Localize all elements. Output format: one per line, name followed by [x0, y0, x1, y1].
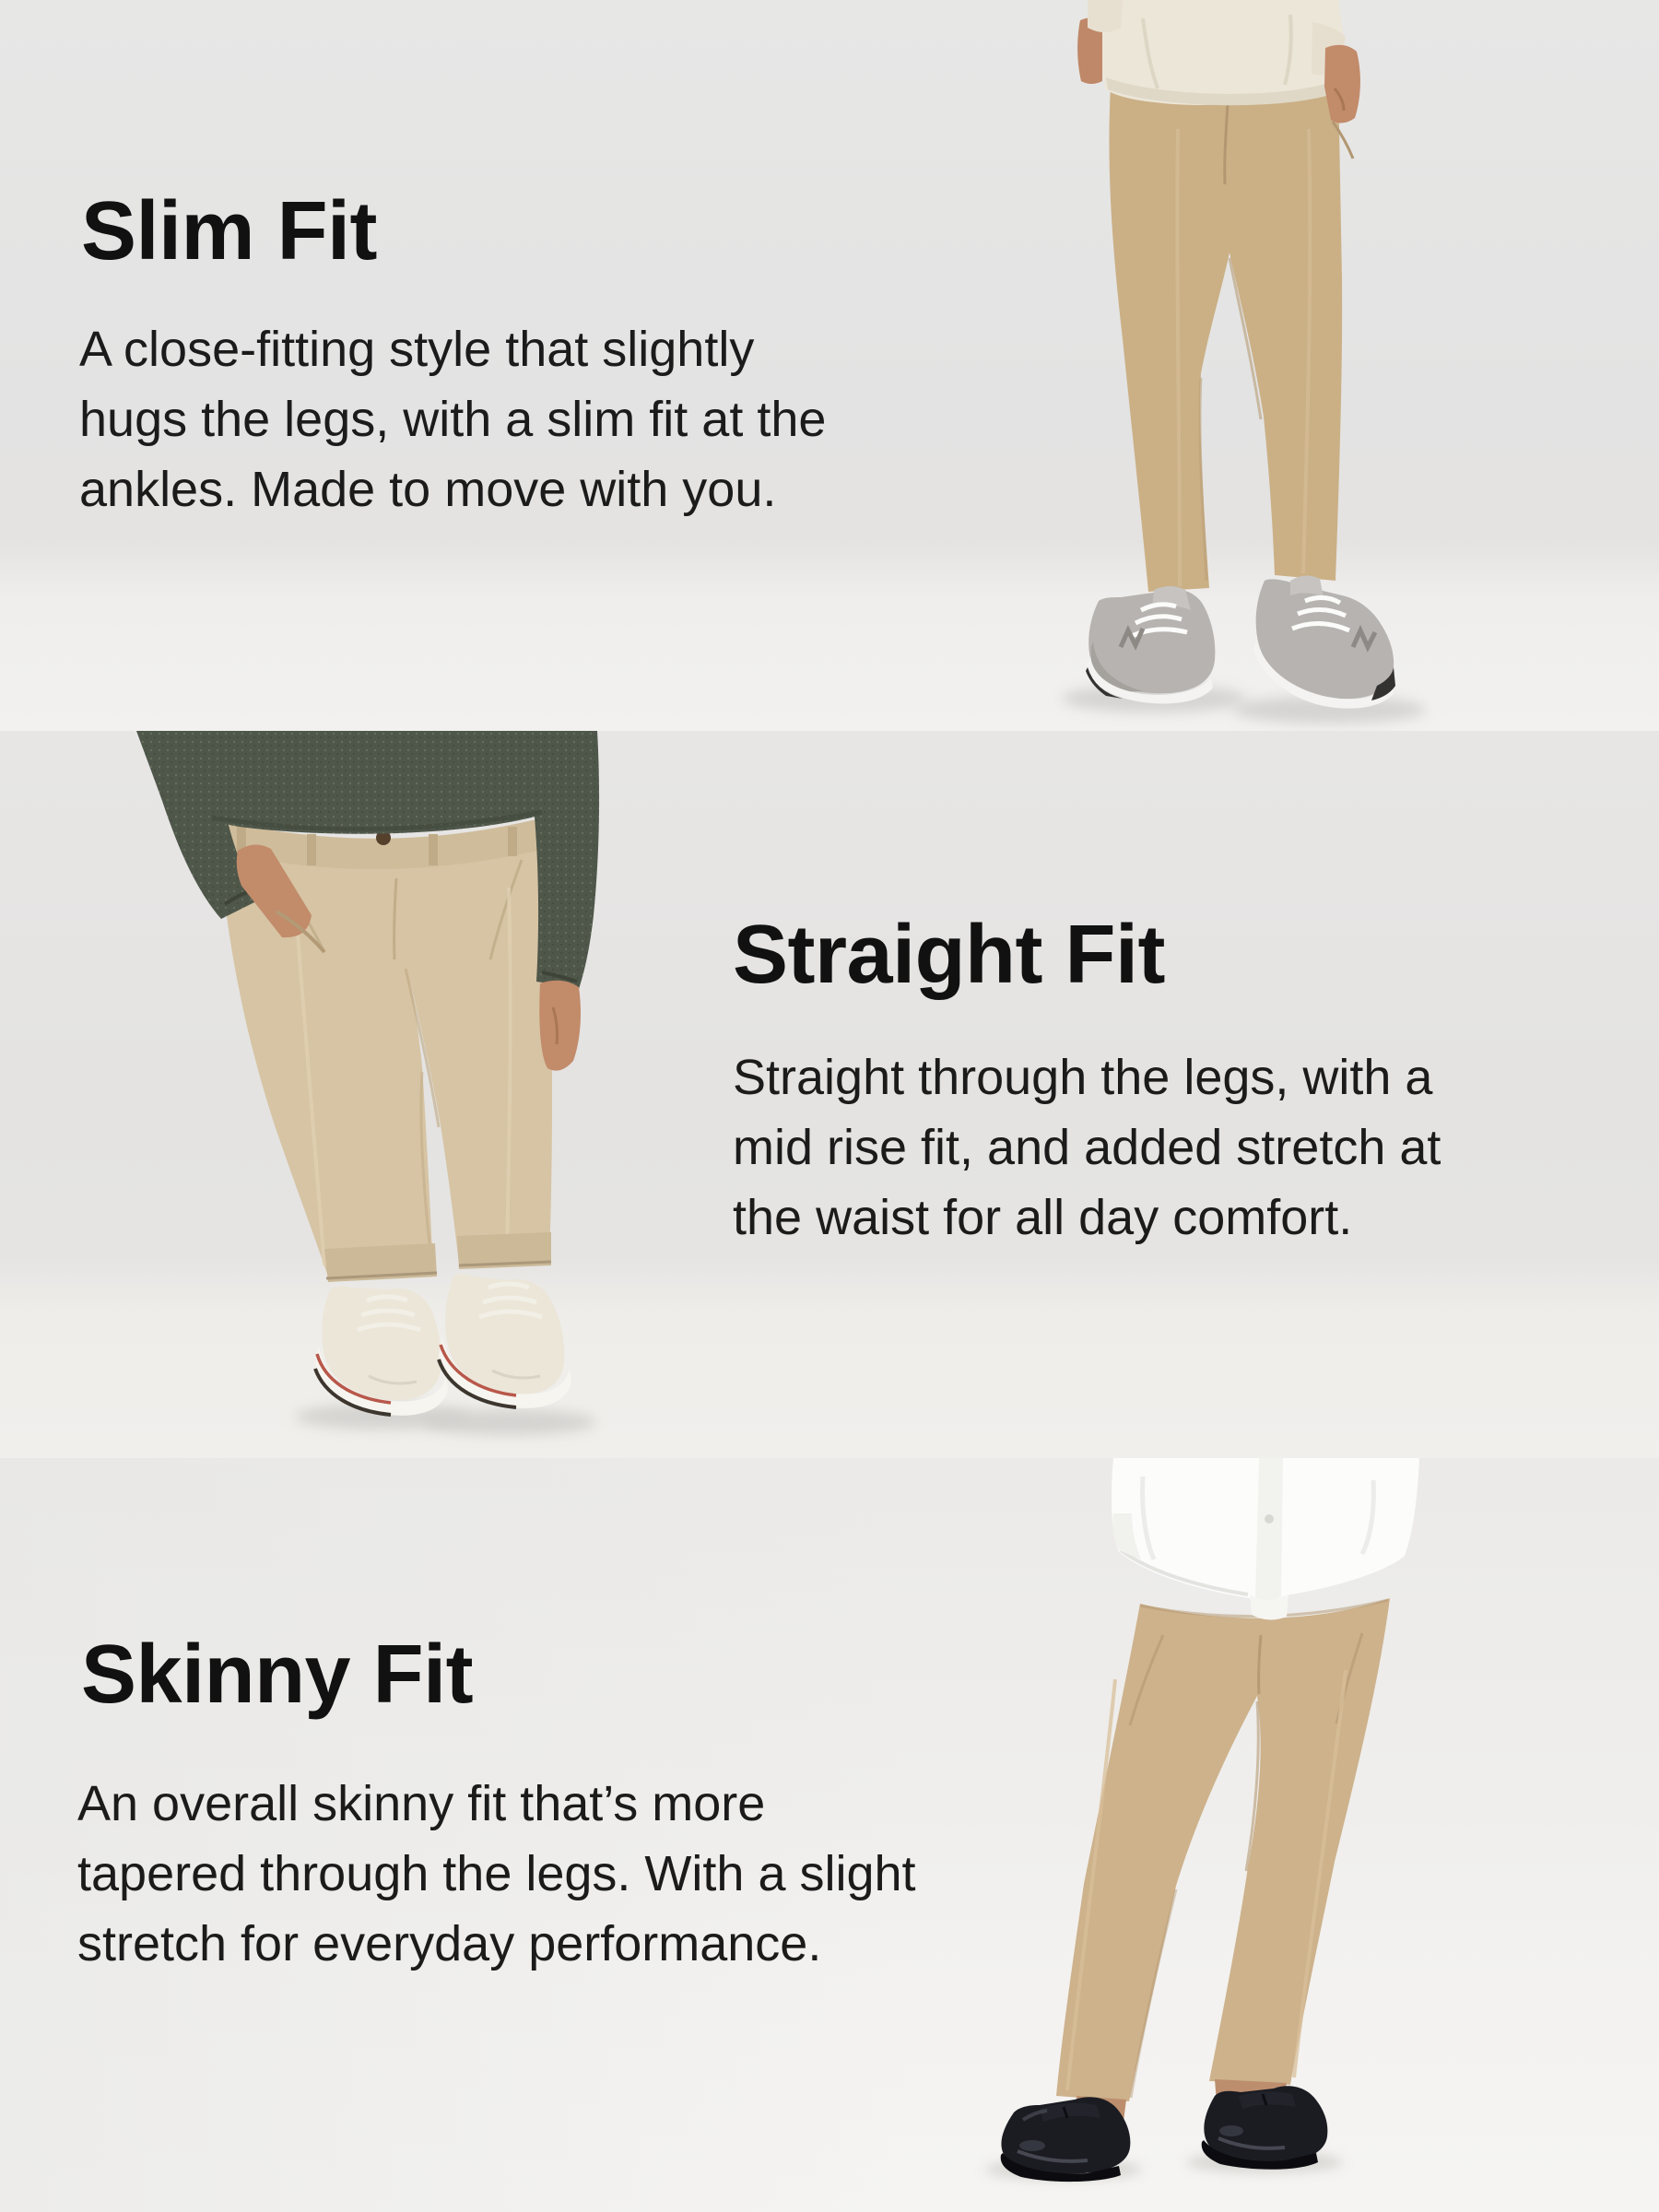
description-line: Straight through the legs, with a: [733, 1050, 1433, 1105]
description-line: the waist for all day comfort.: [733, 1190, 1353, 1245]
skinny-fit-heading: Skinny Fit: [81, 1629, 474, 1721]
slim-fit-heading: Slim Fit: [81, 185, 378, 277]
section-skinny-fit: [0, 1458, 1659, 2212]
section-slim-fit: [0, 0, 1659, 731]
description-line: hugs the legs, with a slim fit at the: [79, 392, 827, 447]
section-straight-fit: [0, 731, 1659, 1458]
description-line: tapered through the legs. With a slight: [77, 1846, 916, 1901]
description-line: A close-fitting style that slightly: [79, 322, 755, 377]
straight-fit-heading: Straight Fit: [733, 909, 1165, 1001]
straight-fit-description: [733, 1042, 1441, 1253]
description-line: An overall skinny fit that’s more: [77, 1776, 766, 1831]
skinny-fit-description: [77, 1769, 916, 1979]
description-line: mid rise fit, and added stretch at: [733, 1120, 1441, 1175]
slim-fit-description: [79, 314, 826, 524]
description-line: stretch for everyday performance.: [77, 1916, 822, 1971]
description-line: ankles. Made to move with you.: [79, 462, 777, 517]
